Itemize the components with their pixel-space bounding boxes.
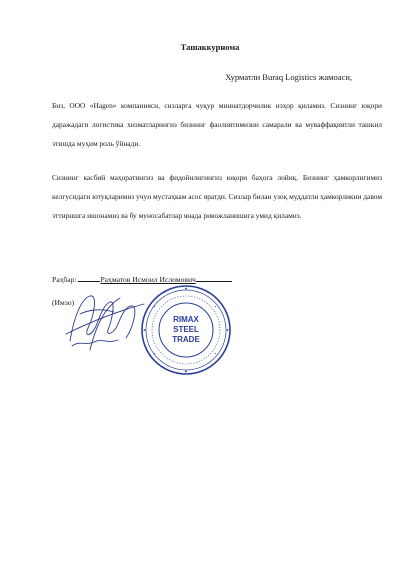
addressee-line: Хурматли Buraq Logistics жамоаси, — [225, 72, 352, 82]
signatory-underline-end — [196, 281, 232, 282]
signature-label: (Имзо) — [52, 298, 75, 307]
stamp-line-3: TRADE — [172, 335, 200, 344]
paragraph-gratitude: Биз, ООО «Hagen» компанияси, сизларга чуқур миннатдорчилик изҳор қиламиз. Сизнинг юқори даражадаги логистика хизматларингиз бизнинг фаолиятимизни самарали ва муваффақиятли ташкил этишда муҳим роль ўйнади. — [52, 101, 382, 148]
company-stamp — [140, 284, 232, 376]
signatory-label: Раҳбар: — [52, 275, 77, 284]
stamp-line-2: STEEL — [173, 325, 199, 334]
document-title: Ташаккурнома — [180, 42, 240, 52]
signatory-line — [52, 275, 232, 284]
signatory-name: Раҳматов Исмоил Исломович — [100, 275, 196, 284]
signatory-underline-start — [78, 281, 100, 282]
handwritten-signature — [60, 286, 150, 356]
paragraph-partnership: Сизнинг касбий маҳоратингиз ва фидойилигингиз юқори баҳога лойиқ. Бизнинг ҳамкорлигимиз келгусидаги ютуқларимиз учун мустаҳкам асос яратди. Сизлар билан узоқ муддатли ҳамкорликни давом эттиришга ишонамиз ва бу муносабатлар янада ривожланишига умид қиламиз. — [52, 173, 382, 220]
stamp-line-1: RIMAX — [173, 315, 199, 324]
